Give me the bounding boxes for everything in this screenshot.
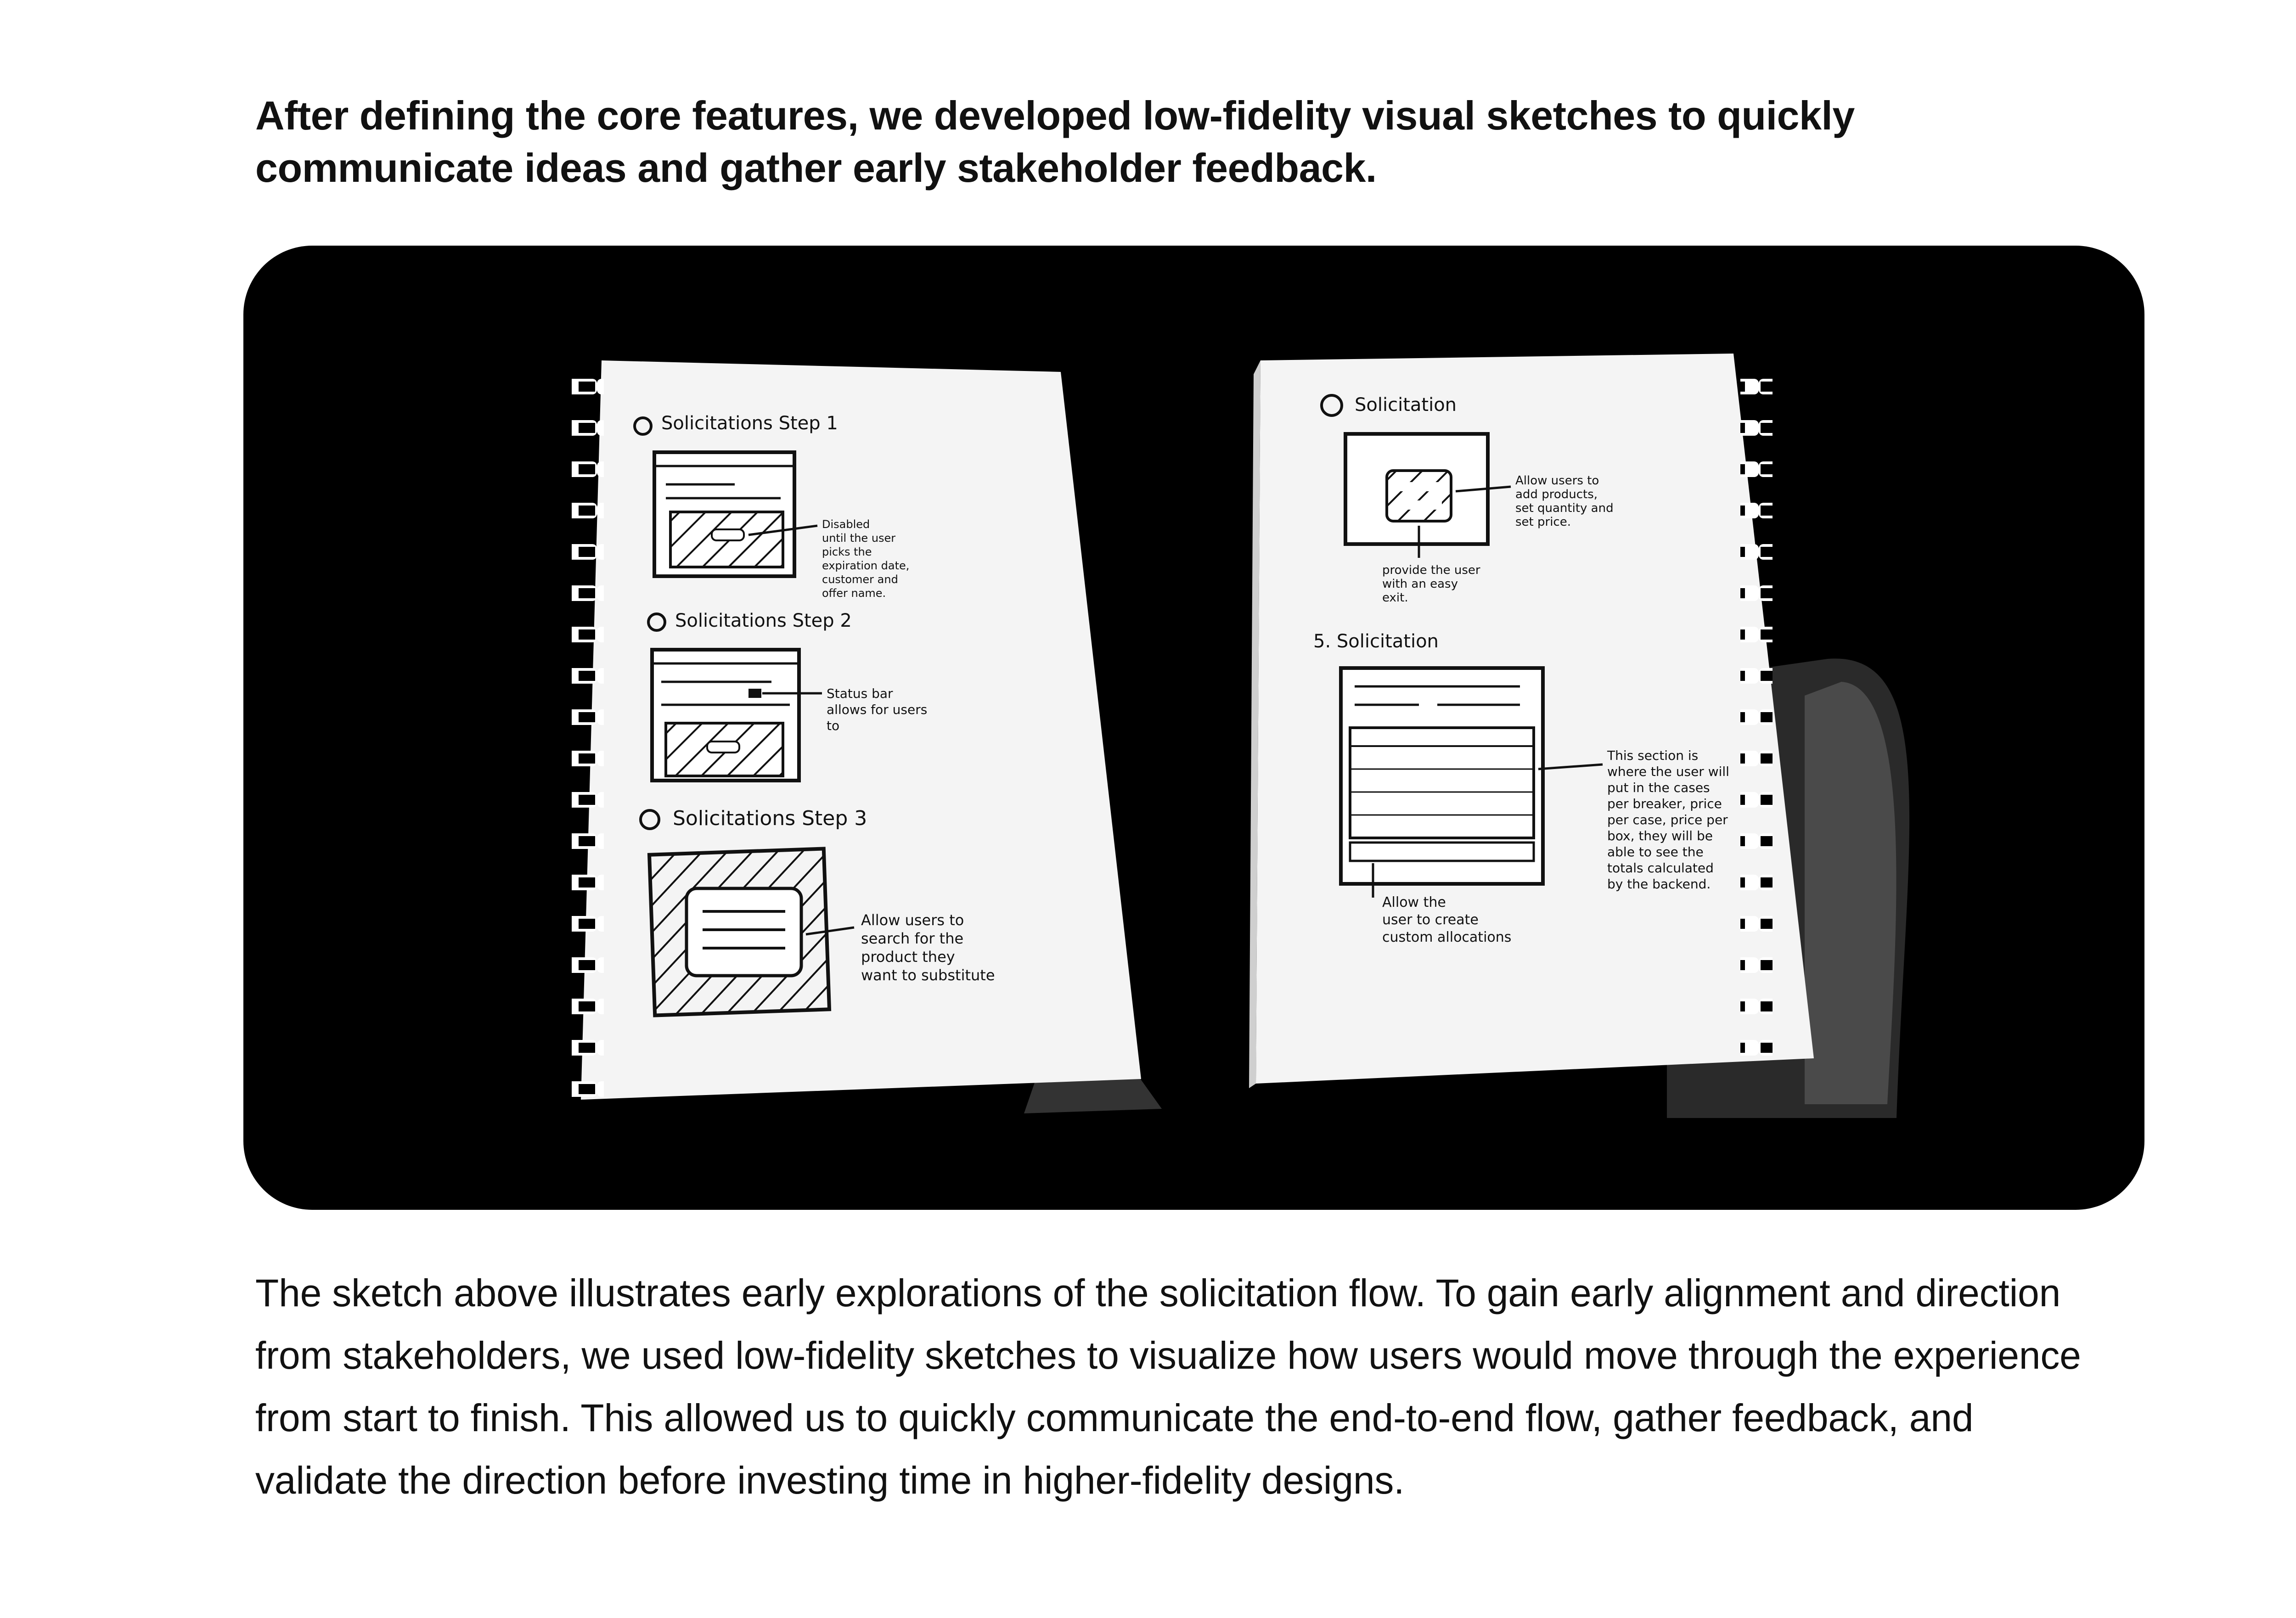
step5-note-lines [1607, 748, 1729, 892]
svg-text:customer and: customer and [822, 573, 898, 586]
svg-text:provide the user: provide the user [1382, 563, 1480, 577]
svg-text:exit.: exit. [1382, 591, 1408, 605]
svg-text:This section is: This section is [1607, 748, 1699, 763]
step2-title: Solicitations Step 2 [675, 610, 852, 631]
intro-paragraph: After defining the core features, we developed low-fidelity visual sketches to quickly communicate ideas and gather early stakeholder feedback. [255, 93, 1855, 191]
svg-text:per breaker, price: per breaker, price [1607, 796, 1722, 811]
svg-text:offer name.: offer name. [822, 587, 886, 600]
svg-text:until the user: until the user [822, 532, 896, 545]
svg-text:product they: product they [861, 948, 955, 966]
svg-text:totals calculated: totals calculated [1607, 860, 1714, 876]
step4-title: Solicitation [1355, 394, 1457, 416]
sketch-illustration [243, 246, 2144, 1210]
step1-title: Solicitations Step 1 [661, 413, 838, 434]
right-notebook-page [1249, 354, 1814, 1088]
svg-text:add products,: add products, [1515, 488, 1598, 501]
svg-text:allows for users: allows for users [827, 702, 928, 717]
svg-text:Allow the: Allow the [1382, 894, 1446, 910]
svg-text:search for the: search for the [861, 930, 964, 947]
svg-text:picks the: picks the [822, 545, 872, 558]
svg-text:set price.: set price. [1515, 515, 1571, 529]
svg-text:Status bar: Status bar [827, 686, 893, 701]
svg-text:user to create: user to create [1382, 912, 1479, 928]
svg-text:per case, price per: per case, price per [1607, 812, 1728, 827]
left-notebook-page [572, 360, 1141, 1100]
right-spiral-binding [1740, 360, 1773, 1058]
svg-text:want to substitute: want to substitute [861, 966, 995, 984]
svg-text:able to see the: able to see the [1607, 844, 1704, 860]
svg-text:expiration date,: expiration date, [822, 559, 910, 572]
description-paragraph: The sketch above illustrates early explorations of the solicitation flow. To gain early alignment and direction from stakeholders, we used low-fidelity sketches to visualize how users would move through the experience from start to finish. This allowed us to quickly communicate the end-to-end flow, gather feedback, and validate the direction before investing time in higher-fidelity designs. [255, 1271, 2081, 1502]
svg-text:Allow users to: Allow users to [861, 911, 964, 929]
svg-text:box, they will be: box, they will be [1607, 828, 1713, 843]
svg-text:Disabled: Disabled [822, 518, 870, 531]
step5-title: 5. Solicitation [1313, 631, 1439, 652]
svg-text:to: to [827, 718, 840, 733]
svg-text:put in the cases: put in the cases [1607, 780, 1710, 795]
svg-text:by the backend.: by the backend. [1607, 876, 1711, 892]
svg-text:Allow users to: Allow users to [1515, 474, 1599, 488]
left-spiral-binding [572, 365, 604, 1100]
svg-text:set quantity and: set quantity and [1515, 501, 1614, 515]
sketch-photo [243, 246, 2144, 1210]
step3-title: Solicitations Step 3 [673, 807, 867, 830]
svg-text:where the user will: where the user will [1607, 764, 1729, 779]
svg-text:custom allocations: custom allocations [1382, 929, 1512, 945]
svg-text:with an easy: with an easy [1382, 577, 1458, 591]
